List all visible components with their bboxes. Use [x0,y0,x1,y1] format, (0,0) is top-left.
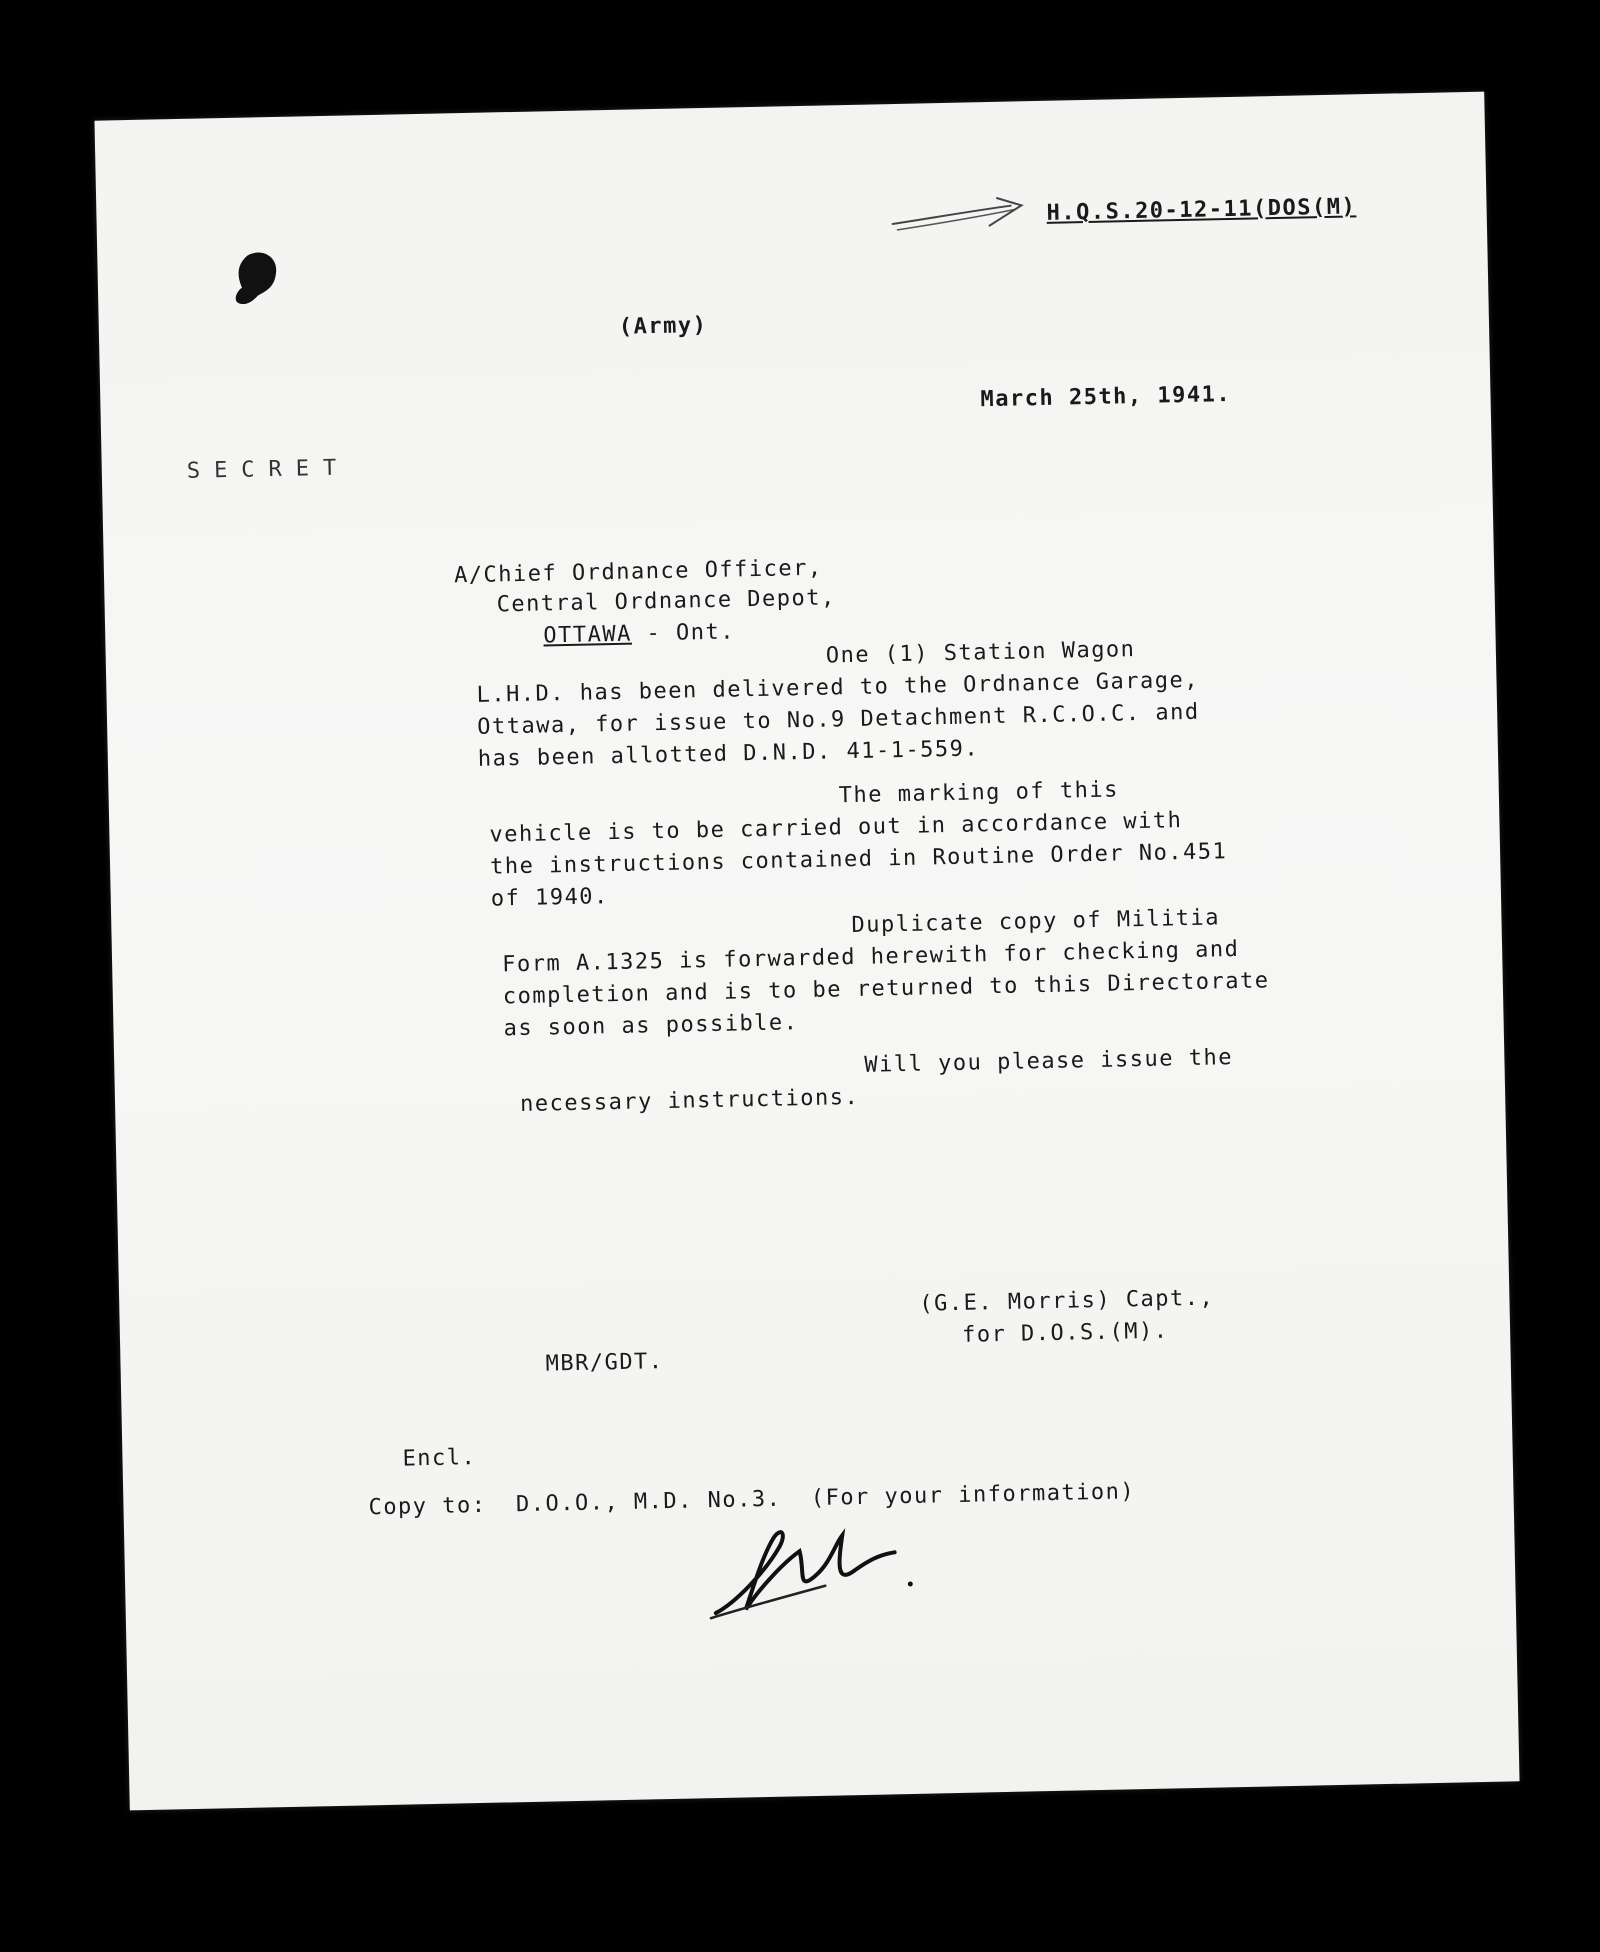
enclosure-note: Encl. [402,1445,477,1472]
addressee-line-1: A/Chief Ordnance Officer, [453,555,823,589]
addressee-line-2: Central Ordnance Depot, [496,585,837,618]
signatory-title: for D.O.S.(M). [961,1318,1169,1348]
classification-label: SECRET [186,455,351,484]
paragraph-3-line-3: completion and is to be returned to this Directorate [502,968,1270,1010]
paragraph-3-line-1: Duplicate copy of Militia [851,905,1221,939]
copy-to-line: Copy to: D.O.O., M.D. No.3. (For your information) [368,1479,1136,1521]
paragraph-4-line-1: Will you please issue the [864,1045,1234,1078]
paragraph-1-line-1: One (1) Station Wagon [825,637,1136,669]
paragraph-2-line-4: of 1940. [490,884,610,912]
file-reference: H.Q.S.20-12-11(DOS(M) [1046,194,1357,226]
letter-date: March 25th, 1941. [980,381,1232,413]
paragraph-3-line-2: Form A.1325 is forwarded herewith for checking and [501,936,1240,978]
signatory-name: (G.E. Morris) Capt., [919,1285,1215,1317]
paragraph-2-line-1: The marking of this [838,777,1120,809]
paragraph-1-line-3: Ottawa, for issue to No.9 Detachment R.C.O.C. and [476,699,1200,740]
paragraph-1-line-2: L.H.D. has been delivered to the Ordnance Garage, [476,667,1200,708]
handwritten-initials-signature [704,1514,926,1629]
arrow-mark [886,193,1037,236]
addressee-province: - Ont. [631,619,736,647]
service-label: (Army) [618,312,708,340]
paragraph-4-line-2: necessary instructions. [519,1084,860,1118]
paragraph-2-line-3: the instructions contained in Routine Order No.451 [489,839,1228,880]
addressee-line-3 [543,619,735,648]
addressee-city: OTTAWA [543,621,633,649]
paragraph-1-line-4: has been allotted D.N.D. 41-1-559. [477,736,980,772]
letter-page [94,92,1519,1811]
reference-initials: MBR/GDT. [545,1349,664,1377]
ink-blot-mark [227,247,288,318]
paragraph-3-line-4: as soon as possible. [503,1010,799,1042]
paragraph-2-line-2: vehicle is to be carried out in accordance with [489,808,1183,848]
